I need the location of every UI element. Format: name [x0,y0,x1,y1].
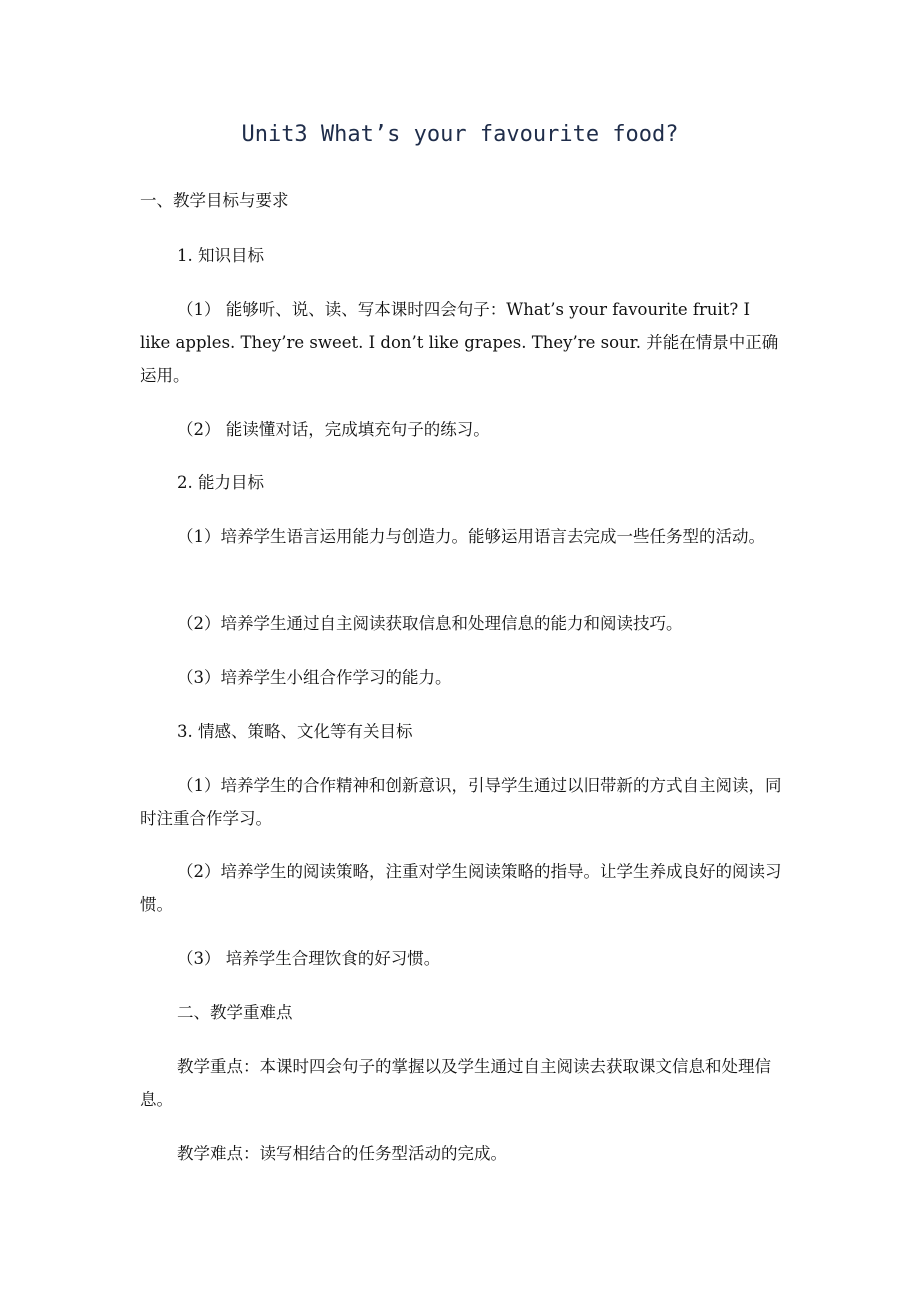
paragraph-ability-3: （3）培养学生小组合作学习的能力。 [177,668,452,687]
section-heading-objectives: 一、教学目标与要求 [140,191,289,210]
paragraph-ability-2: （2）培养学生通过自主阅读获取信息和处理信息的能力和阅读技巧。 [177,614,683,633]
paragraph-affect-2: （2）培养学生的阅读策略，注重对学生阅读策略的指导。让学生养成良好的阅读习惯。 [140,862,782,914]
paragraph-difficult-point: 教学难点：读写相结合的任务型活动的完成。 [177,1144,507,1163]
paragraph-ability-1: （1）培养学生语言运用能力与创造力。能够运用语言去完成一些任务型的活动。 [177,527,765,546]
paragraph-knowledge-1: （1） 能够听、说、读、写本课时四会句子：What’s your favourite fruit? I like apples. They’re sweet. I don’t like grapes. They’re sour. 并能在情景中正确运用。 [140,300,779,385]
section-heading-key-points: 二、教学重难点 [177,1003,293,1022]
paragraph-affect-3: （3） 培养学生合理饮食的好习惯。 [177,949,441,968]
paragraph-key-point: 教学重点：本课时四会句子的掌握以及学生通过自主阅读去获取课文信息和处理信息。 [140,1057,771,1109]
subheading-affect-strategy: 3. 情感、策略、文化等有关目标 [177,722,413,741]
subheading-knowledge: 1. 知识目标 [177,246,264,265]
paragraph-knowledge-2: （2） 能读懂对话，完成填充句子的练习。 [177,420,490,439]
paragraph-affect-1: （1）培养学生的合作精神和创新意识，引导学生通过以旧带新的方式自主阅读，同时注重合作学习。 [140,776,782,828]
document-title: Unit3 What’s your favourite food? [241,122,679,147]
subheading-ability: 2. 能力目标 [177,473,264,492]
